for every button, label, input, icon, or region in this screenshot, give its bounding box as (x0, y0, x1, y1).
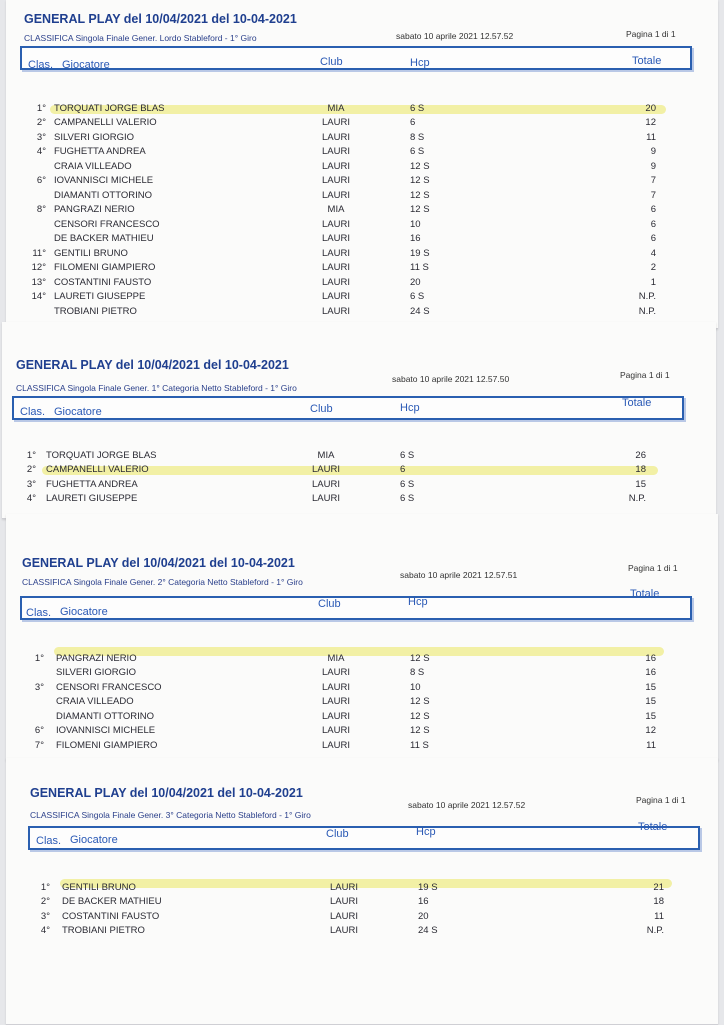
sheet-title: GENERAL PLAY del 10/04/2021 del 10-04-2021 (16, 358, 289, 372)
handicap: 12 S (410, 653, 430, 664)
header-club: Club (326, 828, 349, 840)
header-clas: Clas. (36, 835, 62, 847)
handicap: 12 S (410, 190, 430, 201)
club: LAURI (312, 479, 340, 490)
player-name: SILVERI GIORGIO (56, 667, 137, 678)
rank: 14° (31, 291, 46, 302)
club: LAURI (322, 146, 350, 157)
header-hcp: Hcp (410, 57, 430, 69)
column-header-bar (20, 596, 692, 620)
rank: 6° (36, 175, 46, 186)
rank: 4° (26, 493, 36, 504)
handicap: 6 (400, 464, 406, 475)
total: 9 (650, 146, 656, 157)
player-name: GENTILI BRUNO (54, 248, 128, 259)
total: 21 (653, 882, 664, 893)
print-date: sabato 10 aprile 2021 12.57.50 (392, 374, 510, 384)
player-name: TORQUATI JORGE BLAS (54, 103, 165, 114)
sheet-subtitle: CLASSIFICA Singola Finale Gener. 3° Categoria Netto Stableford - 1° Giro (30, 810, 311, 820)
table-row (6, 131, 706, 145)
total: 12 (645, 725, 656, 736)
total: N.P. (628, 493, 646, 504)
player-name: TROBIANI PIETRO (54, 306, 137, 317)
rank: 2° (26, 464, 36, 475)
club: LAURI (322, 725, 350, 736)
sheet-title: GENERAL PLAY del 10/04/2021 del 10-04-2021 (22, 556, 295, 570)
header-totale: Totale (630, 588, 660, 600)
handicap: 24 S (410, 306, 430, 317)
table-row (6, 160, 706, 174)
club: LAURI (322, 175, 350, 186)
rank: 2° (36, 117, 46, 128)
header-hcp: Hcp (400, 402, 420, 414)
club: LAURI (322, 190, 350, 201)
page-number: Pagina 1 di 1 (626, 29, 676, 39)
print-date: sabato 10 aprile 2021 12.57.52 (408, 800, 526, 810)
table-row (6, 218, 706, 232)
table-row (6, 652, 706, 666)
print-date: sabato 10 aprile 2021 12.57.51 (400, 570, 518, 580)
table-row (6, 666, 706, 680)
table-row (6, 290, 706, 304)
total: 6 (650, 204, 656, 215)
player-name: FUGHETTA ANDREA (46, 479, 138, 490)
table-row (6, 203, 706, 217)
table-row (2, 478, 702, 492)
player-name: IOVANNISCI MICHELE (54, 175, 154, 186)
total: 1 (650, 277, 656, 288)
sheet-title: GENERAL PLAY del 10/04/2021 del 10-04-2021 (24, 12, 297, 26)
club: MIA (327, 204, 345, 215)
rank: 3° (26, 479, 36, 490)
header-totale: Totale (632, 55, 662, 67)
player-name: DIAMANTI OTTORINO (56, 711, 154, 722)
player-name: FILOMENI GIAMPIERO (56, 740, 158, 751)
player-name: IOVANNISCI MICHELE (56, 725, 156, 736)
total: 6 (650, 219, 656, 230)
table-row (6, 924, 706, 938)
total: 20 (645, 103, 656, 114)
club: LAURI (322, 711, 350, 722)
rank: 1° (36, 103, 46, 114)
total: 6 (650, 233, 656, 244)
club: LAURI (322, 117, 350, 128)
header-giocatore: Giocatore (62, 59, 110, 71)
table-row (6, 910, 706, 924)
header-clas: Clas. (26, 607, 52, 619)
handicap: 10 (410, 682, 421, 693)
rank: 1° (34, 653, 44, 664)
player-name: TROBIANI PIETRO (62, 925, 145, 936)
player-name: PANGRAZI NERIO (56, 653, 137, 664)
total: N.P. (638, 291, 656, 302)
total: 11 (646, 132, 656, 143)
table-row (6, 881, 706, 895)
total: 7 (650, 175, 656, 186)
club: LAURI (330, 882, 358, 893)
total: 12 (645, 117, 656, 128)
player-name: TORQUATI JORGE BLAS (46, 450, 157, 461)
player-name: FILOMENI GIAMPIERO (54, 262, 156, 273)
player-name: LAURETI GIUSEPPE (46, 493, 138, 504)
rank: 13° (31, 277, 46, 288)
total: 11 (654, 911, 664, 922)
page-number: Pagina 1 di 1 (620, 370, 670, 380)
rank: 1° (26, 450, 36, 461)
table-row (6, 116, 706, 130)
club: MIA (327, 103, 345, 114)
rank: 2° (40, 896, 50, 907)
table-row (2, 463, 702, 477)
results-sheet-cat3 (6, 758, 718, 1025)
club: LAURI (322, 696, 350, 707)
table-row (6, 276, 706, 290)
player-name: COSTANTINI FAUSTO (54, 277, 152, 288)
header-clas: Clas. (28, 59, 54, 71)
rank: 4° (36, 146, 46, 157)
sheet-subtitle: CLASSIFICA Singola Finale Gener. 2° Categoria Netto Stableford - 1° Giro (22, 577, 303, 587)
handicap: 16 (418, 896, 429, 907)
club: LAURI (312, 464, 340, 475)
rank: 4° (40, 925, 50, 936)
table-row (6, 695, 706, 709)
print-date: sabato 10 aprile 2021 12.57.52 (396, 31, 514, 41)
total: 26 (635, 450, 646, 461)
player-name: SILVERI GIORGIO (54, 132, 135, 143)
header-giocatore: Giocatore (70, 834, 118, 846)
table-row (6, 232, 706, 246)
club: LAURI (322, 233, 350, 244)
club: LAURI (312, 493, 340, 504)
player-name: CRAIA VILLEADO (54, 161, 132, 172)
results-sheet-cat2 (6, 514, 718, 761)
handicap: 11 S (410, 740, 429, 751)
header-totale: Totale (638, 821, 668, 833)
rank: 7° (34, 740, 44, 751)
handicap: 6 S (400, 493, 415, 504)
player-name: GENTILI BRUNO (62, 882, 136, 893)
rank: 11° (32, 248, 46, 259)
club: MIA (317, 450, 335, 461)
handicap: 20 (418, 911, 429, 922)
handicap: 6 S (410, 103, 425, 114)
club: MIA (327, 653, 345, 664)
handicap: 19 S (410, 248, 430, 259)
total: 2 (650, 262, 656, 273)
total: 11 (646, 740, 656, 751)
player-name: CAMPANELLI VALERIO (54, 117, 157, 128)
handicap: 6 S (400, 450, 415, 461)
table-row (6, 247, 706, 261)
header-giocatore: Giocatore (60, 606, 108, 618)
handicap: 12 S (410, 204, 430, 215)
total: N.P. (638, 306, 656, 317)
club: LAURI (330, 911, 358, 922)
total: 9 (650, 161, 656, 172)
player-name: CENSORI FRANCESCO (54, 219, 160, 230)
handicap: 12 S (410, 175, 430, 186)
club: LAURI (322, 667, 350, 678)
club: LAURI (322, 306, 350, 317)
club: LAURI (322, 740, 350, 751)
total: 7 (650, 190, 656, 201)
table-row (2, 449, 702, 463)
table-row (6, 189, 706, 203)
table-row (6, 145, 706, 159)
handicap: 11 S (410, 262, 429, 273)
header-totale: Totale (622, 397, 652, 409)
total: 15 (635, 479, 646, 490)
table-row (6, 102, 706, 116)
rank: 8° (36, 204, 46, 215)
table-row (6, 174, 706, 188)
handicap: 12 S (410, 711, 430, 722)
total: N.P. (646, 925, 664, 936)
handicap: 6 S (400, 479, 415, 490)
player-name: DE BACKER MATHIEU (62, 896, 162, 907)
sheet-subtitle: CLASSIFICA Singola Finale Gener. Lordo Stableford - 1° Giro (24, 33, 257, 43)
player-name: FUGHETTA ANDREA (54, 146, 146, 157)
column-header-bar (28, 826, 700, 850)
player-name: COSTANTINI FAUSTO (62, 911, 160, 922)
handicap: 6 S (410, 291, 425, 302)
table-row (6, 305, 706, 319)
header-club: Club (310, 403, 333, 415)
rank: 12° (31, 262, 46, 273)
handicap: 6 (410, 117, 416, 128)
handicap: 16 (410, 233, 421, 244)
club: LAURI (330, 896, 358, 907)
club: LAURI (322, 277, 350, 288)
handicap: 8 S (410, 667, 425, 678)
header-giocatore: Giocatore (54, 406, 102, 418)
header-clas: Clas. (20, 406, 46, 418)
handicap: 6 S (410, 146, 425, 157)
total: 16 (645, 653, 656, 664)
handicap: 10 (410, 219, 421, 230)
club: LAURI (322, 262, 350, 273)
header-club: Club (318, 598, 341, 610)
handicap: 12 S (410, 696, 430, 707)
player-name: LAURETI GIUSEPPE (54, 291, 146, 302)
handicap: 12 S (410, 725, 430, 736)
table-row (2, 492, 702, 506)
header-club: Club (320, 56, 343, 68)
player-name: CENSORI FRANCESCO (56, 682, 162, 693)
rank: 1° (40, 882, 50, 893)
rank: 3° (34, 682, 44, 693)
rank: 3° (36, 132, 46, 143)
player-name: CRAIA VILLEADO (56, 696, 134, 707)
page-number: Pagina 1 di 1 (636, 795, 686, 805)
handicap: 24 S (418, 925, 438, 936)
player-name: DE BACKER MATHIEU (54, 233, 154, 244)
player-name: DIAMANTI OTTORINO (54, 190, 152, 201)
club: LAURI (322, 682, 350, 693)
table-row (6, 895, 706, 909)
results-sheet-cat1 (2, 322, 716, 519)
handicap: 12 S (410, 161, 430, 172)
table-row (6, 261, 706, 275)
total: 18 (635, 464, 646, 475)
table-row (6, 724, 706, 738)
table-row (6, 739, 706, 753)
total: 15 (645, 696, 656, 707)
total: 15 (645, 711, 656, 722)
player-name: CAMPANELLI VALERIO (46, 464, 149, 475)
column-header-bar (20, 46, 692, 70)
club: LAURI (322, 248, 350, 259)
page-number: Pagina 1 di 1 (628, 563, 678, 573)
total: 4 (650, 248, 656, 259)
player-name: PANGRAZI NERIO (54, 204, 135, 215)
results-sheet-lordo (6, 0, 718, 329)
club: LAURI (322, 161, 350, 172)
sheet-subtitle: CLASSIFICA Singola Finale Gener. 1° Categoria Netto Stableford - 1° Giro (16, 383, 297, 393)
handicap: 19 S (418, 882, 438, 893)
handicap: 8 S (410, 132, 425, 143)
club: LAURI (322, 219, 350, 230)
column-header-bar (12, 396, 684, 420)
rank: 6° (34, 725, 44, 736)
table-row (6, 681, 706, 695)
sheet-title: GENERAL PLAY del 10/04/2021 del 10-04-2021 (30, 786, 303, 800)
header-hcp: Hcp (416, 826, 436, 838)
handicap: 20 (410, 277, 421, 288)
total: 16 (645, 667, 656, 678)
header-hcp: Hcp (408, 596, 428, 608)
total: 15 (645, 682, 656, 693)
table-row (6, 710, 706, 724)
rank: 3° (40, 911, 50, 922)
total: 18 (653, 896, 664, 907)
club: LAURI (330, 925, 358, 936)
club: LAURI (322, 291, 350, 302)
club: LAURI (322, 132, 350, 143)
